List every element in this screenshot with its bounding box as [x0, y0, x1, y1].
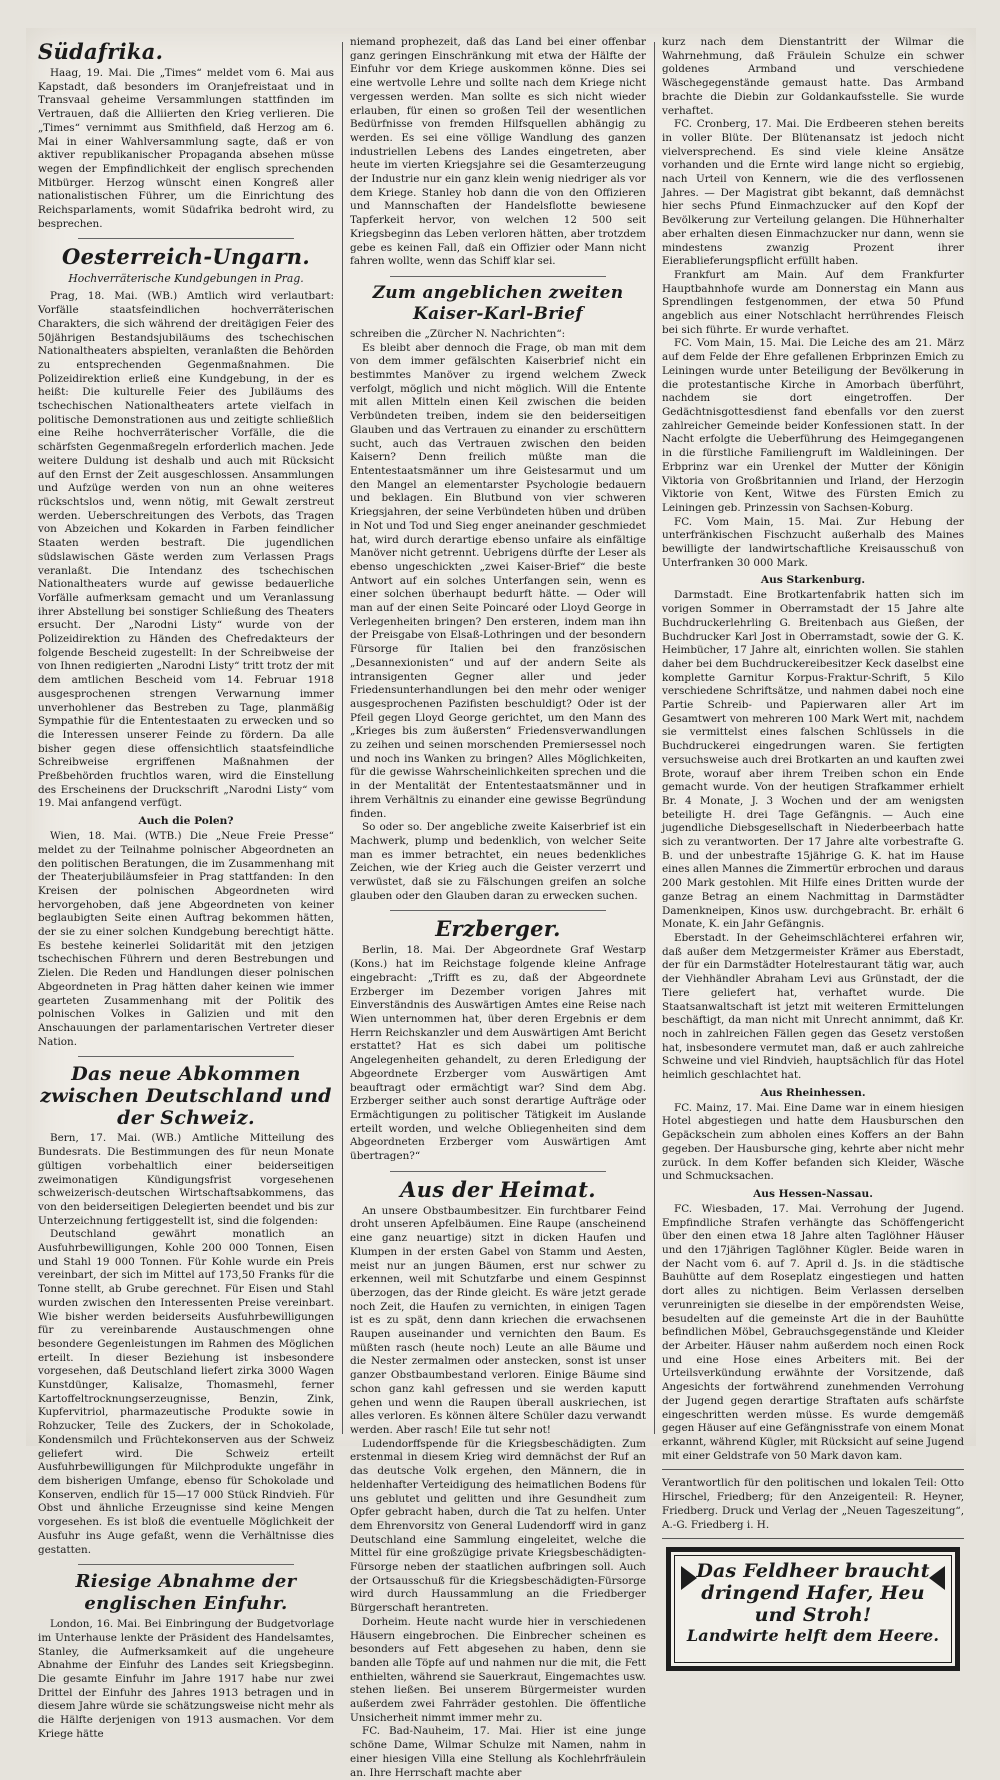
- ad-line-2: dringend Hafer, Heu: [701, 1582, 925, 1605]
- subheadline-starkenburg: Aus Starkenburg.: [760, 574, 866, 587]
- article-polen: Wien, 18. Mai. (WTB.) Die „Neue Freie Presse“ meldet zu der Teilnahme polnischer Abgeordneten an den politischen Beratungen, die im Zusammenhang mit der Theaterjubiläumsfeier in Prag stattfanden: In den Kreisen der polnischen Abgeordneten wird hervorgehoben, daß jene Abgeordneten von keiner beglaubigten Seite einen Auftrag bekommen hätten, der sie zu einer solchen Kundgebung berechtigt hätte. Es bestehe keinerlei Solidarität mit den jetzigen tschechischen Führern und deren Bestrebungen und Zielen. Die Reden und Handlungen dieser polnischen Abgeordneten in Prag hätten daher keinen wie immer gearteten Zusammenhang mit der Politik des polnischen Volkes in Galizien und mit den Anschauungen der parlamentarischen Vertreter dieser Nation.: [38, 830, 334, 1048]
- separator: [662, 1469, 964, 1470]
- headline-erzberger: Erzberger.: [435, 916, 561, 942]
- article-wiesbaden: FC. Wiesbaden, 17. Mai. Verrohung der Jugend. Empfindliche Strafen verhängte das Schöffengericht über den einen etwa 18 Jahre alten Taglöhner Häuser und den 17jährigen Taglöhner Kügler. Beide waren in der Nacht vom 6. auf 7. April d. Js. in die städtische Bauhütte auf dem Roseplatz eingestiegen und hatten dort alles zu nichtigen. Beim Verlassen derselben verunreinigten sie dieselbe in der empörendsten Weise, besudelten auf die gemeinste Art die in der Bauhütte befindlichen Möbel, Gebrauchsgegenstände und Kleider der Arbeiter. Häuser nahm außerdem noch einen Rock und eine Hose eines Arbeiters mit. Bei der Urteilsverkündung erwähnte der Vorsitzende, daß Angesichts der fortwährend zunehmenden Verrohung der Jugend gegen derartige Straftaten aufs schärfste eingeschritten werden müsse. Es wurde demgemäß gegen Häuser auf eine Gefängnisstrafe von einem Monat erkannt, während Kügler, mit Rücksicht auf seine Jugend mit einer Geldstrafe von 50 Mark davon kam.: [662, 1202, 965, 1462]
- headline-heimat: Aus der Heimat.: [400, 1176, 596, 1202]
- column-1: [38, 36, 334, 1740]
- column-2: [350, 36, 646, 1779]
- subheadline-polen: Auch die Polen?: [138, 815, 234, 828]
- separator: [78, 1564, 294, 1565]
- separator: [390, 1171, 606, 1172]
- article-kaiserbrief-2: So oder so. Der angebliche zweite Kaiserbrief ist ein Machwerk, plump und bedenklich, von welcher Seite man es immer betrachtet, ein neues bedenkliches Zeichen, wie der Krieg auch die Geister verzerrt und verwüstet, daß sie zu Fälschungen greifen an solche glauben oder den Glauben daran zu erwecken suchen.: [350, 821, 646, 902]
- article-bad-nauheim-continued: kurz nach dem Dienstantritt der Wilmar die Wahrnehmung, daß Fräulein Schulze ein schwer goldenes Armband und verschiedene Wäschegegenstände gemaust hatte. Das Armband brachte die Diebin zur Goldankaufsstelle. Sie wurde verhaftet.: [662, 36, 964, 117]
- article-kaiserbrief-1: Es bleibt aber dennoch die Frage, ob man mit dem von dem immer gefälschten Kaiserbrief nicht ein bestimmtes Manöver zu irgend welchem Zweck verfolgt, möglich und nicht möglich. Will die Entente mit allen Mitteln einen Keil zwischen die beiden Verbündeten treiben, indem sie den beiderseitigen Glauben und das Vertrauen zu einander zu erschüttern sucht, auch das Vertrauen zwischen den beiden Kaisern? Denn freilich müßte man die Ententestaatsmänner um ihre Geistesarmut und um den Mangel an elementarster Psychologie bedauern und beklagen. Ein Blutbund von vier schweren Kriegsjahren, der seine Verbündeten hüben und drüben in Not und Tod und Sieg enger aneinander geschmiedet hat, wird durch derartige ebenso unfaire als einfältige Manöver nicht getrennt. Uebrigens dürfte der Leser als ebenso ungeschickten „zwei Kaiser-Brief“ die beste Antwort auf ein solches Unterfangen sein, wenn es einer solchen überhaupt bedurft hätte. — Oder will man auf der einen Seite Poincaré oder Lloyd George in Verlegenheiten bringen? Den ersteren, indem man ihn der Preisgabe von Elsaß-Lothringen und der besondern Fürsorge für Italien bei den französischen „Desannexionisten“ und auf der andern Seite als intransigenten Gegner aller und jeder Friedensunterhandlungen bei den mehr oder weniger ausgesprochenen Pazifisten beschuldigt? Oder ist der Pfeil gegen Lloyd George gerichtet, um den Mann des „Krieges bis zum äußersten“ Friedensverwandlungen zu zeihen und seinen morschenden Premiersessel noch und noch ins Wanken zu bringen? Alles Möglichkeiten, für die gewisse Wahrscheinlichkeiten sprechen und die in der Mentalität der Ententestaatsmänner und in ihrem Verhältnis zu einander eine gewisse Begründung finden.: [350, 341, 646, 820]
- article-abnahme: London, 16. Mai. Bei Einbringung der Budgetvorlage im Unterhause lenkte der Präsident des Handelsamtes, Stanley, die Aufmerksamkeit auf die ungeheure Abnahme der Einfuhr des Landes seit Kriegsbeginn. Die gesamte Einfuhr im Jahre 1917 habe nur zwei Drittel der Einfuhr des Jahres 1913 betragen und in diesem Jahre würde sie schätzungsweise nicht mehr als die Hälfte derjenigen von 1913 ausmachen. Vor dem Kriege hätte: [38, 1618, 334, 1740]
- article-suedafrika: Haag, 19. Mai. Die „Times“ meldet vom 6. Mai aus Kapstadt, daß besonders im Oranjefreistaat und in Transvaal geheime Versammlungen stattfinden im Vertrauen, daß die Alliierten den Krieg verlieren. Die „Times“ vernimmt aus Smithfield, daß Herzog am 6. Mai in einer Wahlversammlung sagte, daß er von aktiver republikanischer Propaganda absehen müsse wegen der Empfindlichkeit der englisch sprechenden Mitbürger. Herzog wünscht einen Kongreß aller nationalistischen Führer, um die Einrichtung des Reichsparlaments, womit Südafrika bedroht wird, zu besprechen.: [38, 67, 334, 230]
- ad-line-3: und Stroh!: [754, 1604, 872, 1627]
- article-abkommen-2: Deutschland gewährt monatlich an Ausfuhrbewilligungen, Kohle 200 000 Tonnen, Eisen und Stahl 19 000 Tonnen. Für Kohle wurde ein Preis vereinbart, der sich im Mittel auf 173,50 Franks für die Tonne stellt, ab Grube gerechnet. Für Eisen und Stahl wurden zwischen den Interessenten Preise vereinbart. Wie bisher werden beiderseits Ausfuhrbewilligungen für zu vereinbarende Austauschmengen ohne besondere Gegenleistungen im Rahmen des Möglichen erteilt. In dieser Beziehung ist insbesondere vorgesehen, daß Deutschland liefert zirka 3000 Wagen Kunstdünger, Kalisalze, Thomasmehl, ferner Kartoffeltrocknungserzeugnisse, Benzin, Zink, Kupfervitriol, pharmazeutische Produkte sowie in Rohzucker, Teile des Zuckers, der in Schokolade, Kondensmilch und Früchtekonserven aus der Schweiz geliefert wird. Die Schweiz erteilt Ausfuhrbewilligungen für Milchprodukte ungefähr in dem bisherigen Umfange, ebenso für Schokolade und Konserven, endlich für 15—17 000 Stück Rindvieh. Für Obst und ähnliche Erzeugnisse sind keine Mengen vorgesehen. Es ist bloß die eventuelle Möglichkeit der Ausfuhr ins Auge gefaßt, wenn die Verhältnisse dies gestatten.: [38, 1228, 334, 1556]
- ad-line-1: Das Feldheer braucht: [696, 1560, 930, 1583]
- headline-abnahme: Riesige Abnahme der englischen Einfuhr.: [75, 1571, 297, 1615]
- article-bad-nauheim: FC. Bad-Nauheim, 17. Mai. Hier ist eine junge schöne Dame, Wilmar Schulze mit Namen, nahm in einer hiesigen Villa eine Stellung als Kochlehrfräulein an. Ihre Herrschaft machte aber: [350, 1725, 646, 1779]
- ad-line-4: Landwirte helft dem Heere.: [686, 1626, 940, 1646]
- separator: [662, 1538, 964, 1539]
- column-rule-2: [654, 42, 655, 1434]
- article-ludendorffspende: Ludendorffspende für die Kriegsbeschädigten. Zum erstenmal in diesem Krieg wird demnächst der Ruf an das deutsche Volk ergehen, den Männern, die in heldenhafter Verteidigung des heimatlichen Bodens für uns geblutet und gelitten und ihre Gesundheit zum Opfer gebracht haben, durch die Tat zu helfen. Unter dem Ehrenvorsitz von General Ludendorff wird in ganz Deutschland eine Sammlung eingeleitet, welche die Mittel für eine großzügige private Kriegsbeschädigten-Fürsorge neben der staatlichen aufbringen soll. Auch der Ortsausschuß für die Kriegsbeschädigten-Fürsorge wird durch Haussammlung an die Friedberger Bürgerschaft herantreten.: [350, 1437, 646, 1615]
- subheadline-hessen-nassau: Aus Hessen-Nassau.: [753, 1187, 873, 1200]
- ad-ornament-left: [681, 1566, 697, 1590]
- imprint: Verantwortlich für den politischen und lokalen Teil: Otto Hirschel, Friedberg; für den Anzeigenteil: R. Heyner, Friedberg. Druck und Verlag der „Neuen Tageszeitung“, A.-G. Friedberg i. H.: [662, 1477, 964, 1532]
- headline-abkommen: Das neue Abkommen zwischen Deutschland und der Schweiz.: [40, 1063, 332, 1130]
- headline-kaiserbrief: Zum angeblichen zweiten Kaiser-Karl-Brief: [372, 282, 624, 324]
- article-cronberg: FC. Cronberg, 17. Mai. Die Erdbeeren stehen bereits in voller Blüte. Der Blütenansatz ist jedoch nicht vielversprechend. Es sind viele kleine Ansätze vorhanden und die Ernte wird lange nicht so ergiebig, nach Urteil von Kennern, wie die des verflossenen Jahres. — Der Magistrat gibt bekannt, daß demnächst hier sechs Pfund Einmachzucker auf den Kopf der Bevölkerung zur Verteilung gelangen. Die Hühnerhalter aber erhalten diesen Einmachzucker nur dann, wenn sie mindestens zwanzig Prozent ihrer Eierablieferungspflicht erfüllt haben.: [662, 118, 964, 268]
- article-vom-main-1: FC. Vom Main, 15. Mai. Die Leiche des am 21. März auf dem Felde der Ehre gefallenen Erbprinzen Emich zu Leiningen wurde unter Beteiligung der Bevölkerung in die protestantische Kirche in Amorbach überführt, nachdem sie dort eingetroffen. Der Gedächtnisgottesdienst fand ebenfalls vor den zuerst zahlreicher Gemeinde beider Konfessionen statt. In der Nacht erfolgte die Ueberführung des Heimgegangenen in die fürstliche Familiengruft im Waldleiningen. Der Erbprinz war ein Urenkel der Mutter der Königin Viktoria von Großbritannien und Irland, der Herzogin Viktorie von Kent, Witwe des Fürsten Emich zu Leiningen geb. Prinzessin von Sachsen-Koburg.: [662, 337, 964, 514]
- article-mainz: FC. Mainz, 17. Mai. Eine Dame war in einem hiesigen Hotel abgestiegen und hatte dem Hausburschen den Gepäckschein zum abholen eines Koffers an der Bahn gegeben. Der Hausbursche ging, kehrte aber nicht mehr zurück. In dem Koffer befanden sich Kleider, Wäsche und Schmucksachen.: [662, 1101, 964, 1183]
- article-kaiserbrief-intro: schreiben die „Zürcher N. Nachrichten“:: [350, 327, 566, 340]
- column-3: [662, 36, 965, 1646]
- article-darmstadt: Darmstadt. Eine Brotkartenfabrik hatten sich im vorigen Sommer in Oberramstadt der 15 Jahre alte Buchdruckerlehrling G. Breitenbach aus Gießen, der Buchdrucker Karl Jost in Oberramstadt, sowie der G. K. Heimbücher, 17 Jahre alt, einrichten wollen. Sie stahlen daher bei dem Buchdruckereibesitzer Keck daselbst eine komplette Garnitur Korpus-Fraktur-Schrift, 5 Kilo verschiedene Schriftsätze, und nahmen dabei noch eine Partie Schreib- und Papierwaren aller Art im Gesamtwert von mehreren 100 Mark Wert mit, nachdem sie vermittelst eines falschen Schlüssels in die Buchdruckerei eingedrungen waren. Sie fertigten versuchsweise auch drei Brotkarten an und kauften zwei Brote, worauf aber ihrem Treiben schon ein Ende gemacht wurde. Von der heutigen Strafkammer erhielt Br. 4 Monate, J. 3 Wochen und der am wenigsten beteiligte H. drei Tage Gefängnis. — Auch eine jugendliche Diebsgesellschaft in Niederbeerbach hatte sich zu verantworten. Der 17 Jahre alte vorbestrafte G. B. und der unbestrafte 15jährige G. K. hat im Hause eines allen Mannes die Zimmertür erbrochen und daraus 200 Mark gestohlen. Mit Hilfe eines Dritten wurde der ganze Betrag an einem Nachmittag in Darmstädter Damenkneipen, Kinos usw. durchgebracht. Br. erhält 6 Monate, K. ein Jahr Gefängnis.: [662, 589, 964, 931]
- article-abnahme-continued: niemand prophezeit, daß das Land bei einer offenbar ganz geringen Einschränkung mit etwa der Hälfte der Einfuhr vor dem Kriege auskommen könne. Dies sei eine wertvolle Lehre und sollte nach dem Kriege nicht vergessen werden. Man sollte es sich nicht wieder erlauben, für einen so großen Teil der wesentlichen Bedürfnisse von fremden Hilfsquellen abhängig zu werden. Es sei eine völlige Wandlung des ganzen industriellen Lebens des Landes eingetreten, aber heute im vierten Kriegsjahre sei die Gesamterzeugung der Industrie nur ein ganz klein wenig niedriger als vor dem Kriege. Stanley hob dann die von den Offizieren und Mannschaften der Handelsflotte bewiesene Tapferkeit hervor, von welchen 12 500 seit Kriegsbeginn das Leben verloren hätten, aber trotzdem gebe es keinen Fall, daß ein Offizier oder Mann nicht fahren wollte, wenn das Schiff klar sei.: [350, 36, 646, 268]
- article-vom-main-2: FC. Vom Main, 15. Mai. Zur Hebung der unterfränkischen Fischzucht außerhalb des Maines bewilligte der landwirtschaftliche Kreisausschuß von Unterfranken 30 000 Mark.: [662, 515, 964, 569]
- newspaper-page: [26, 28, 976, 1779]
- article-dorheim: Dorheim. Heute nacht wurde hier in verschiedenen Häusern eingebrochen. Die Einbrecher scheinen es besonders auf Fett abgesehen zu haben, denn sie banden alle Töpfe auf und nahmen nur die mit, die Fett enthielten, während sie Sauerkraut, Eingemachtes usw. stehen ließen. Bei unserem Bürgermeister wurden außerdem zwei Fahrräder gestohlen. Die öffentliche Unsicherheit nimmt immer mehr zu.: [350, 1615, 646, 1724]
- subheadline-prag: Hochverräterische Kundgebungen in Prag.: [68, 272, 304, 286]
- column-rule-1: [342, 42, 343, 1434]
- article-obstbaum: An unsere Obstbaumbesitzer. Ein furchtbarer Feind droht unseren Apfelbäumen. Eine Raupe (anscheinend eine ganz neuartige) sitzt in dicken Haufen und Klumpen in der ersten Gabel von Stamm und Aesten, meist nur an jungen Bäumen, erst nur schwer zu erkennen, weil mit Schutzfarbe und einem Gespinnst überzogen, das der Rinde gleicht. Es wäre jetzt gerade noch Zeit, die Haufen zu vernichten, in einigen Tagen ist es zu spät, denn dann kriechen die erwachsenen Raupen auseinander und vernichten den Baum. Es müßten rasch (heute noch) Leute an alle Bäume und die Nester zermalmen oder anstecken, sonst ist unser ganzer Obstbaumbestand verloren. Einige Bäume sind schon ganz kahl gefressen und sie werden kaputt gehen und wenn die Raupen überall auskriechen, ist alles verloren. Es können ältere Schüler dazu verwandt werden. Aber rasch! Eile tut sehr not!: [350, 1204, 646, 1436]
- article-erzberger: Berlin, 18. Mai. Der Abgeordnete Graf Westarp (Kons.) hat im Reichstage folgende kleine Anfrage eingebracht: „Trifft es zu, daß der Abgeordnete Erzberger im Dezember vorigen Jahres mit Einverständnis des Auswärtigen Amtes eine Reise nach Wien unternommen hat, über deren Ergebnis er dem Herrn Reichskanzler und dem Auswärtigen Amt Bericht erstattet? Hat es sich dabei um politische Angelegenheiten gehandelt, zu deren Erledigung der Abgeordnete Erzberger vom Auswärtigen Amt beauftragt oder ermächtigt war? Sind dem Abg. Erzberger seither auch sonst derartige Aufträge oder Ermächtigungen zu politischer Tätigkeit im Auslande erteilt worden, und welche Obliegenheiten sind dem Abgeordneten Erzberger vom Auswärtigen Amt übertragen?“: [350, 944, 646, 1163]
- article-frankfurt: Frankfurt am Main. Auf dem Frankfurter Hauptbahnhofe wurde am Donnerstag ein Mann aus Sprendlingen festgenommen, der etwa 50 Pfund angeblich aus einer Notschlacht herrührendes Fleisch bei sich führte. Er wurde verhaftet.: [662, 268, 964, 336]
- separator: [78, 238, 294, 239]
- subheadline-rheinhessen: Aus Rheinhessen.: [760, 1086, 866, 1099]
- article-abkommen-1: Bern, 17. Mai. (WB.) Amtliche Mitteilung des Bundesrats. Die Bestimmungen des für neun Monate gültigen vorbehaltlich einer beiderseitigen zweimonatigen Kündigungsfrist vorgesehenen schweizerisch-deutschen Wirtschaftsabkommens, das von den beiderseitigen Delegierten beendet und bis zur Unterzeichnung fertiggestellt ist, sind die folgenden:: [38, 1132, 334, 1227]
- article-prag: Prag, 18. Mai. (WB.) Amtlich wird verlautbart: Vorfälle staatsfeindlichen hochverräterischen Charakters, die sich während der dreitägigen Feier des 50jährigen Bestandsjubiläums des tschechischen Nationaltheaters abspielten, veranlaßten die Behörden zu entsprechenden Gegenmaßnahmen. Die Polizeidirektion erließ eine Kundgebung, in der es heißt: Die kulturelle Feier des Jubiläums des tschechischen Nationaltheaters artete vielfach in politische Demonstrationen aus und zeitigte schließlich eine Reihe hochverräterischer Vorfälle, die die schärfsten Gegenmaßregeln erforderlich machen. Jede weitere Duldung ist deshalb und auch mit Rücksicht auf den Ernst der Zeit ausgeschlossen. Ansammlungen und Aufzüge werden von nun an ohne weiteres rückschtslos und, wenn nötig, mit Gewalt zerstreut werden. Ueberschreitungen des Verbots, das Tragen von Abzeichen und Kokarden in Farben feindlicher Staaten werden bestraft. Die jugendlichen südslawischen Gäste werden zum Verlassen Prags veranlaßt. Die Intendanz des tschechischen Nationaltheaters wurde auf gewisse bedauerliche Vorfälle aufmerksam gemacht und um Veranlassung ihrer Abstellung bei sonstiger Schließung des Theaters ersucht. Der „Narodni Listy“ wurde von der Polizeidirektion zu Händen des Chefredakteurs der folgende Bescheid zugestellt: In der Schreibweise der von Ihnen redigierten „Narodni Listy“ tritt trotz der mit dem amtlichen Bescheid vom 14. Februar 1918 ausgesprochenen strengen Verwarnung immer unverhohlener das Bestreben zu Tage, planmäßig Sympathie für die Ententestaaten zu erwecken und so die Interessen unserer Feinde zu fördern. Da alle bisher gegen diese offensichtlich staatsfeindliche Schreibweise ergriffenen Maßnahmen der Preßbehörden fruchtlos waren, wird die Einstellung des Erscheinens der Druckschrift „Narodni Listy“ vom 19. Mai anfangend verfügt.: [38, 290, 334, 810]
- advertisement-feldheer: [666, 1547, 960, 1671]
- headline-oesterreich: Oesterreich-Ungarn.: [62, 244, 310, 270]
- ad-ornament-right: [929, 1566, 945, 1590]
- separator: [390, 910, 606, 911]
- separator: [78, 1056, 294, 1057]
- article-eberstadt: Eberstadt. In der Geheimschlächterei erfahren wir, daß außer dem Metzgermeister Krämer aus Eberstadt, der für ein Darmstädter Hotelrestaurant tätig war, auch der Viehhändler Abraham Levi aus Grünstadt, der die Tiere geliefert hat, verhaftet wurde. Die Staatsanwaltschaft ist jetzt mit weiteren Ermittelungen beschäftigt, da man nicht mit Unrecht annimmt, daß Kr. noch in zahlreichen Fällen gegen das Gesetz verstoßen hat, insbesondere vermutet man, daß er auch zahlreiche Schweine und viel Rindvieh, hauptsächlich für das Hotel heimlich geschlachtet hat.: [662, 932, 964, 1082]
- separator: [390, 276, 606, 277]
- headline-suedafrika: Südafrika.: [38, 39, 164, 64]
